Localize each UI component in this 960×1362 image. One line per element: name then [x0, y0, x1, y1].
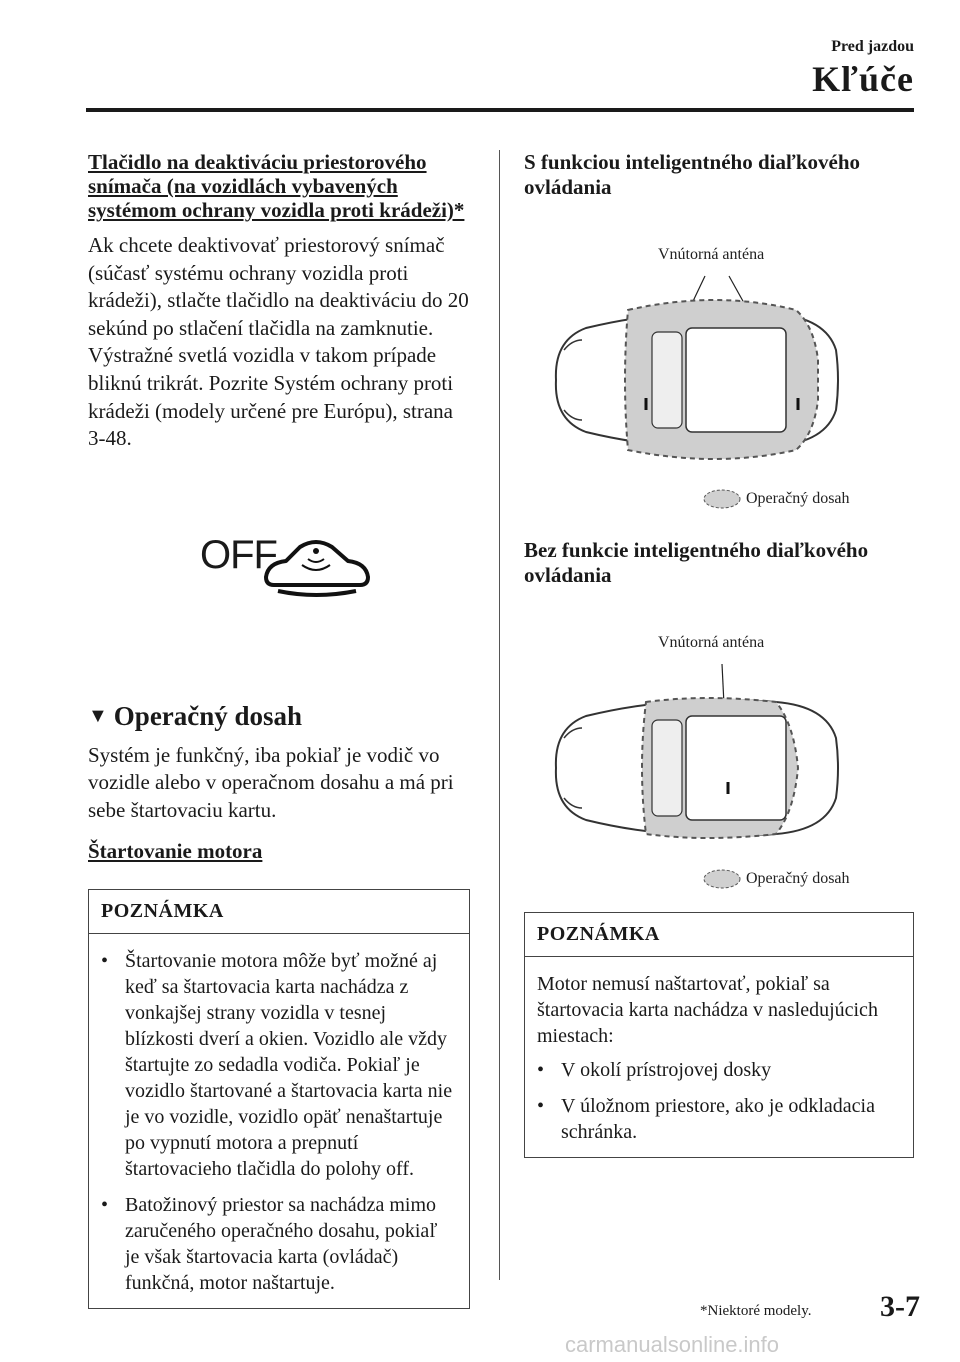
- note-box-right: [524, 912, 914, 1158]
- smart-antenna-label: Vnútorná anténa: [658, 246, 765, 263]
- start-heading: Štartovanie motora: [88, 838, 263, 863]
- range-legend-icon: [702, 868, 742, 890]
- right-column: [524, 150, 916, 1158]
- note-bullet: [101, 948, 455, 1182]
- watermark: carmanualsonline.info: [565, 1332, 780, 1357]
- nosmart-range-label: Operačný dosah: [746, 870, 850, 887]
- car-sensor-icon: [256, 533, 376, 603]
- note-title: POZNÁMKA: [89, 890, 469, 934]
- bullet-icon: •: [537, 1095, 545, 1117]
- bullet-icon: •: [101, 1193, 109, 1216]
- note-bullet: [537, 1057, 899, 1083]
- nosmart-range-diagram: [524, 598, 916, 898]
- header-rule: [86, 108, 914, 112]
- note-box-left: [88, 889, 470, 1309]
- note-title: POZNÁMKA: [525, 913, 913, 957]
- nosmart-heading: Bez funkcie inteligentného diaľkového ovládania: [524, 538, 869, 587]
- section-triangle-icon: ▼: [88, 704, 108, 727]
- note-intro: Motor nemusí naštartovať, pokiaľ sa štartovacia karta nachádza v nasledujúcich miestach:: [537, 973, 878, 1047]
- note-bullet: [537, 1093, 899, 1145]
- deactivation-heading: Tlačidlo na deaktiváciu priestorového snímača (na vozidlách vybavených systémom ochrany vozidla proti krádeži)*: [88, 150, 465, 222]
- smart-heading: S funkciou inteligentného diaľkového ovládania: [524, 150, 860, 199]
- header-section: Pred jazdou: [831, 38, 914, 55]
- range-heading: [88, 701, 470, 732]
- note-bullet-text: Batožinový priestor sa nachádza mimo zaručeného operačného dosahu, pokiaľ je však štartovacia karta (ovládač) funkčná, motor naštartuje.: [125, 1193, 438, 1294]
- left-column: [88, 150, 470, 1309]
- smart-range-label: Operačný dosah: [746, 490, 850, 507]
- column-divider: [499, 150, 500, 1280]
- note-bullet-text: V okolí prístrojovej dosky: [561, 1059, 772, 1081]
- bullet-icon: •: [101, 949, 109, 972]
- page-title: Kľúče: [812, 59, 914, 99]
- note-body: [89, 934, 469, 1308]
- deactivation-body: Ak chcete deaktivovať priestorový snímač (súčasť systému ochrany vozidla proti krádeži), stlačte tlačidlo na deaktiváciu do 20 sekúnd po stlačení tlačidla na zamknutie. Výstražné svetlá vozidla v takom prípade bliknú trikrát. Pozrite Systém ochrany proti krádeži (modely určené pre Európu), strana 3-48.: [88, 233, 469, 451]
- note-body: [525, 957, 913, 1157]
- note-bullet-text: Štartovanie motora môže byť možné aj keď sa štartovacia karta nachádza z vonkajšej strany vozidla v tesnej blízkosti dverí a okien. Vozidlo ale vždy štartujte zo sedadla vodiča. Pokiaľ je vozidlo štartované a štartovacia karta nie je vo vozidle, vozidlo opäť nenaštartuje po vypnutí motora a prepnutí štartovacieho tlačidla do polohy off.: [125, 949, 453, 1180]
- range-heading-text: Operačný dosah: [113, 700, 303, 731]
- bullet-icon: •: [537, 1059, 545, 1081]
- range-legend-icon: [702, 488, 742, 510]
- nosmart-antenna-label: Vnútorná anténa: [658, 634, 765, 651]
- footnote: *Niektoré modely.: [700, 1303, 812, 1319]
- smart-range-diagram: [524, 210, 916, 520]
- note-bullet: [101, 1192, 455, 1296]
- off-icon-text: OFF: [200, 532, 277, 577]
- page-number: 3-7: [880, 1290, 920, 1323]
- off-button-illustration: [88, 483, 470, 673]
- range-body: Systém je funkčný, iba pokiaľ je vodič vo vozidle alebo v operačnom dosahu a má pri sebe štartovaciu kartu.: [88, 742, 454, 822]
- note-bullet-text: V úložnom priestore, ako je odkladacia schránka.: [561, 1095, 875, 1143]
